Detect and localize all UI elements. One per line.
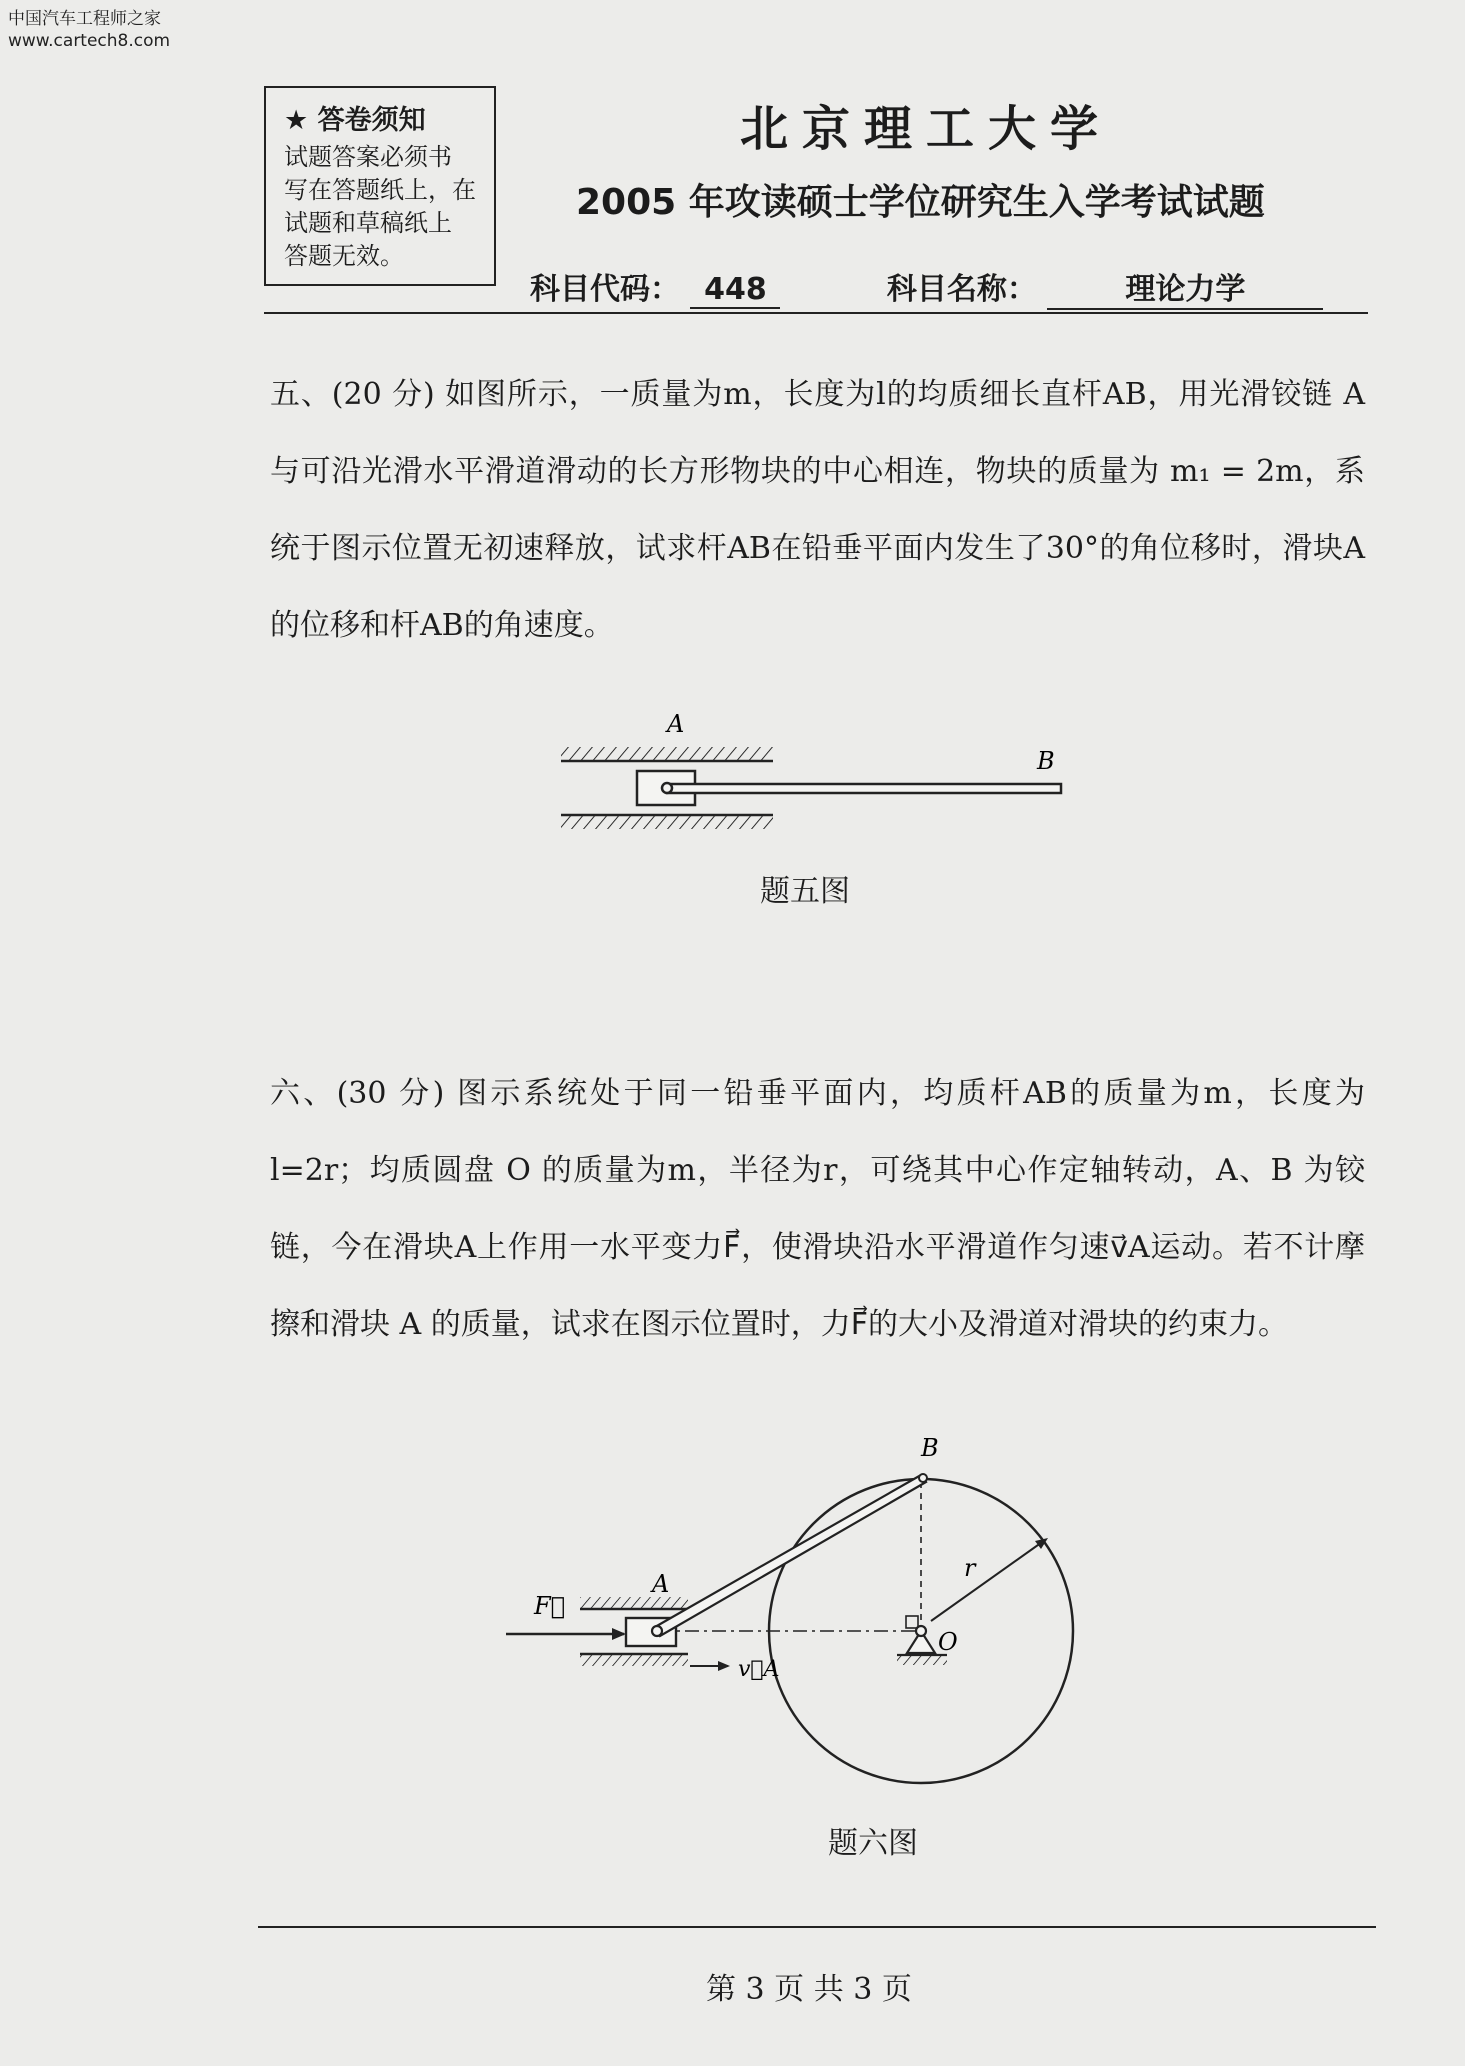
figure-6 [490, 1430, 1090, 1815]
hinge-a [652, 1626, 662, 1636]
exam-title: 2005 年攻读硕士学位研究生入学考试试题 [576, 182, 1265, 223]
rod-ab [667, 784, 1061, 793]
figure-6-caption: 题六图 [828, 1826, 918, 1861]
hinge-b [919, 1474, 927, 1482]
subject-code-row [530, 264, 1323, 310]
problem-6-text: 六、(30 分) 图示系统处于同一铅垂平面内，均质杆AB的质量为m，长度为 l=2r；均质圆盘 O 的质量为m，半径为r，可绕其中心作定轴转动，A、B 为铰链，今在滑块A上作用一水平变力F⃗，使滑块沿水平滑道作匀速v⃗A运动。若不计摩擦和滑块 A 的质量，试求在图示位置时，力F⃗的大小及滑道对滑块的约束力。 [270, 1076, 1365, 1342]
label-o: O [938, 1628, 958, 1656]
figure-5-caption: 题五图 [760, 874, 850, 909]
rod-ab [655, 1475, 926, 1636]
footer-divider [258, 1926, 1376, 1928]
upper-track-hatch [580, 1597, 688, 1609]
lower-track-hatch [580, 1654, 688, 1666]
code-value: 448 [690, 272, 780, 309]
label-va: v⃗A [738, 1657, 780, 1682]
label-b: B [1037, 747, 1055, 775]
notice-body: 试题答案必须书 写在答题纸上，在 试题和草稿纸上 答题无效。 [284, 143, 476, 270]
velocity-arrowhead [718, 1661, 730, 1671]
watermark-title: 中国汽车工程师之家 [8, 9, 161, 29]
code-label: 科目代码： [530, 272, 680, 307]
hinge-a [662, 783, 672, 793]
page-number: 第 3 页 共 3 页 [706, 1972, 912, 2007]
upper-guide-hatch [561, 747, 773, 761]
radius-line [931, 1540, 1045, 1621]
subject-label: 科目名称： [886, 272, 1037, 307]
right-angle-mark [906, 1616, 918, 1628]
ground-hatch [897, 1655, 947, 1665]
watermark [8, 8, 170, 52]
pivot-o [916, 1626, 926, 1636]
lower-guide-hatch [561, 815, 773, 829]
header-divider [264, 312, 1368, 314]
label-a: A [667, 710, 685, 738]
force-arrowhead [612, 1628, 626, 1640]
label-b: B [921, 1434, 939, 1462]
watermark-url: www.cartech8.com [8, 31, 171, 51]
figure-5 [555, 705, 1075, 855]
label-r: r [964, 1554, 976, 1582]
label-a: A [652, 1570, 670, 1598]
subject-value: 理论力学 [1047, 264, 1323, 310]
notice-title: ★ 答卷须知 [284, 105, 426, 136]
exam-notice-box [264, 86, 496, 286]
problem-5-text: 五、(20 分) 如图所示，一质量为m，长度为l的均质细长直杆AB，用光滑铰链 A 与可沿光滑水平滑道滑动的长方形物块的中心相连，物块的质量为 m₁ = 2m，系统于图示位置无初速释放，试求杆AB在铅垂平面内发生了30°的角位移时，滑块A的位移和杆AB的角速度。 [270, 377, 1365, 643]
university-name: 北京理工大学 [740, 101, 1113, 157]
label-f: F⃗ [534, 1592, 566, 1620]
